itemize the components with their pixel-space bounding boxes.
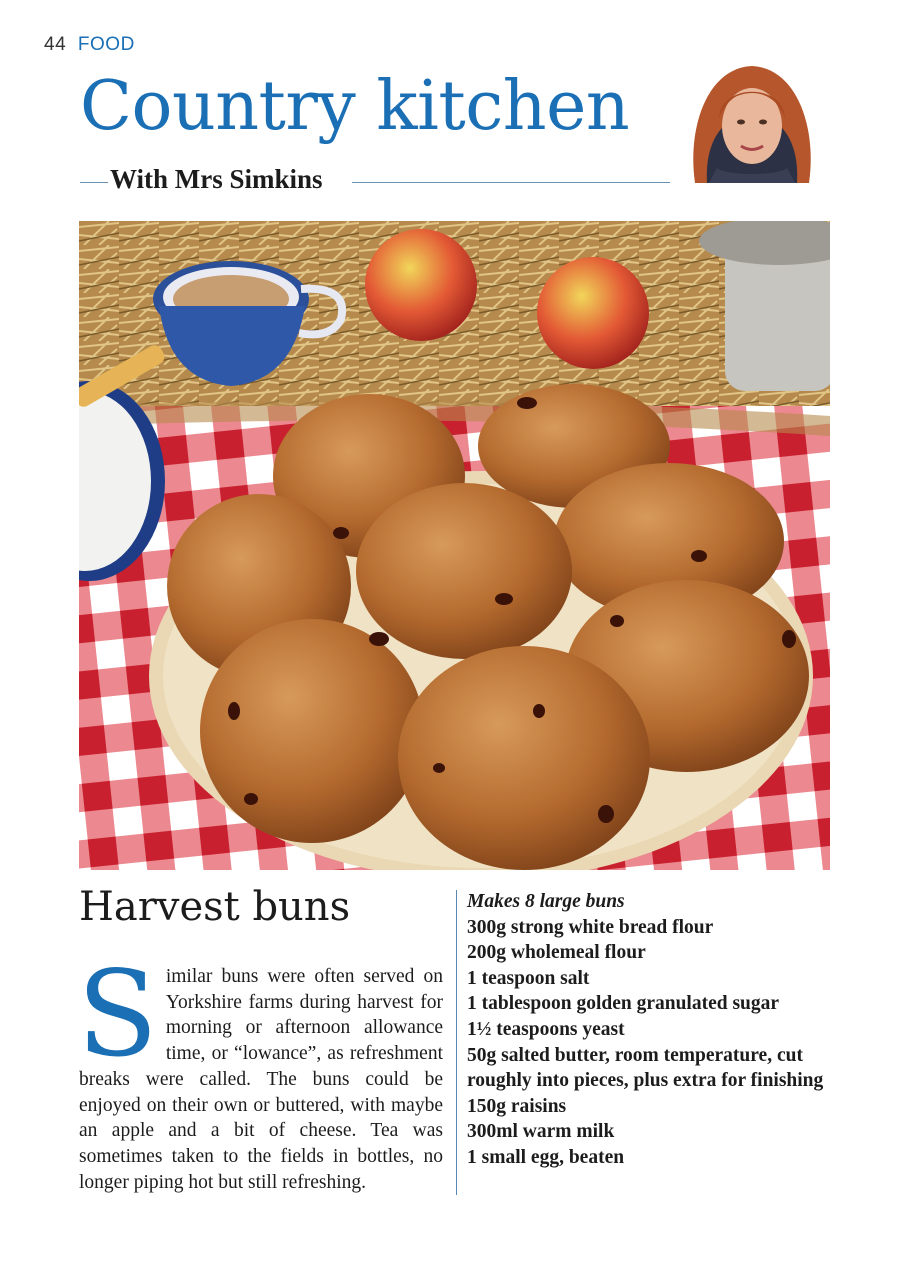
- page-number: 44: [44, 34, 67, 55]
- ingredient-item: 300ml warm milk: [467, 1121, 615, 1143]
- column-divider: [456, 890, 457, 1195]
- intro-text: imilar buns were often served on Yorkshire farms during harvest for morning or afternoon allowance time, or “lowance”, as refreshment breaks were called. The buns could be enjoyed on their own or buttered, with maybe an apple and a bit of cheese. Tea was sometimes taken to the fields in bottles, no longer piping hot but still refreshing.: [79, 966, 443, 1193]
- ingredient-item: 1 small egg, beaten: [467, 1146, 625, 1168]
- hero-photo: [79, 221, 830, 870]
- ingredient-item: 1 teaspoon salt: [467, 967, 590, 989]
- ingredient-item: 50g salted butter, room temperature, cut roughly into pieces, plus extra for finishing: [467, 1044, 824, 1092]
- byline-rule-left: [80, 182, 108, 183]
- drop-cap: S: [77, 945, 158, 1083]
- page-header: [44, 34, 135, 56]
- ingredient-item: 200g wholemeal flour: [467, 942, 646, 964]
- ingredients-list: [467, 889, 847, 1171]
- ingredient-item: 150g raisins: [467, 1095, 567, 1117]
- section-label: FOOD: [77, 34, 135, 55]
- recipe-title: Harvest buns: [79, 884, 351, 930]
- ingredient-item: 300g strong white bread flour: [467, 916, 714, 938]
- recipe-intro: [77, 945, 443, 1195]
- byline: With Mrs Simkins: [110, 164, 323, 194]
- ingredient-item: 1½ teaspoons yeast: [467, 1018, 625, 1040]
- recipe-yield: Makes 8 large buns: [467, 891, 625, 912]
- ingredient-item: 1 tablespoon golden granulated sugar: [467, 993, 780, 1015]
- byline-rule-right: [352, 182, 670, 183]
- author-portrait: [677, 58, 827, 183]
- article-title: Country kitchen: [80, 67, 630, 146]
